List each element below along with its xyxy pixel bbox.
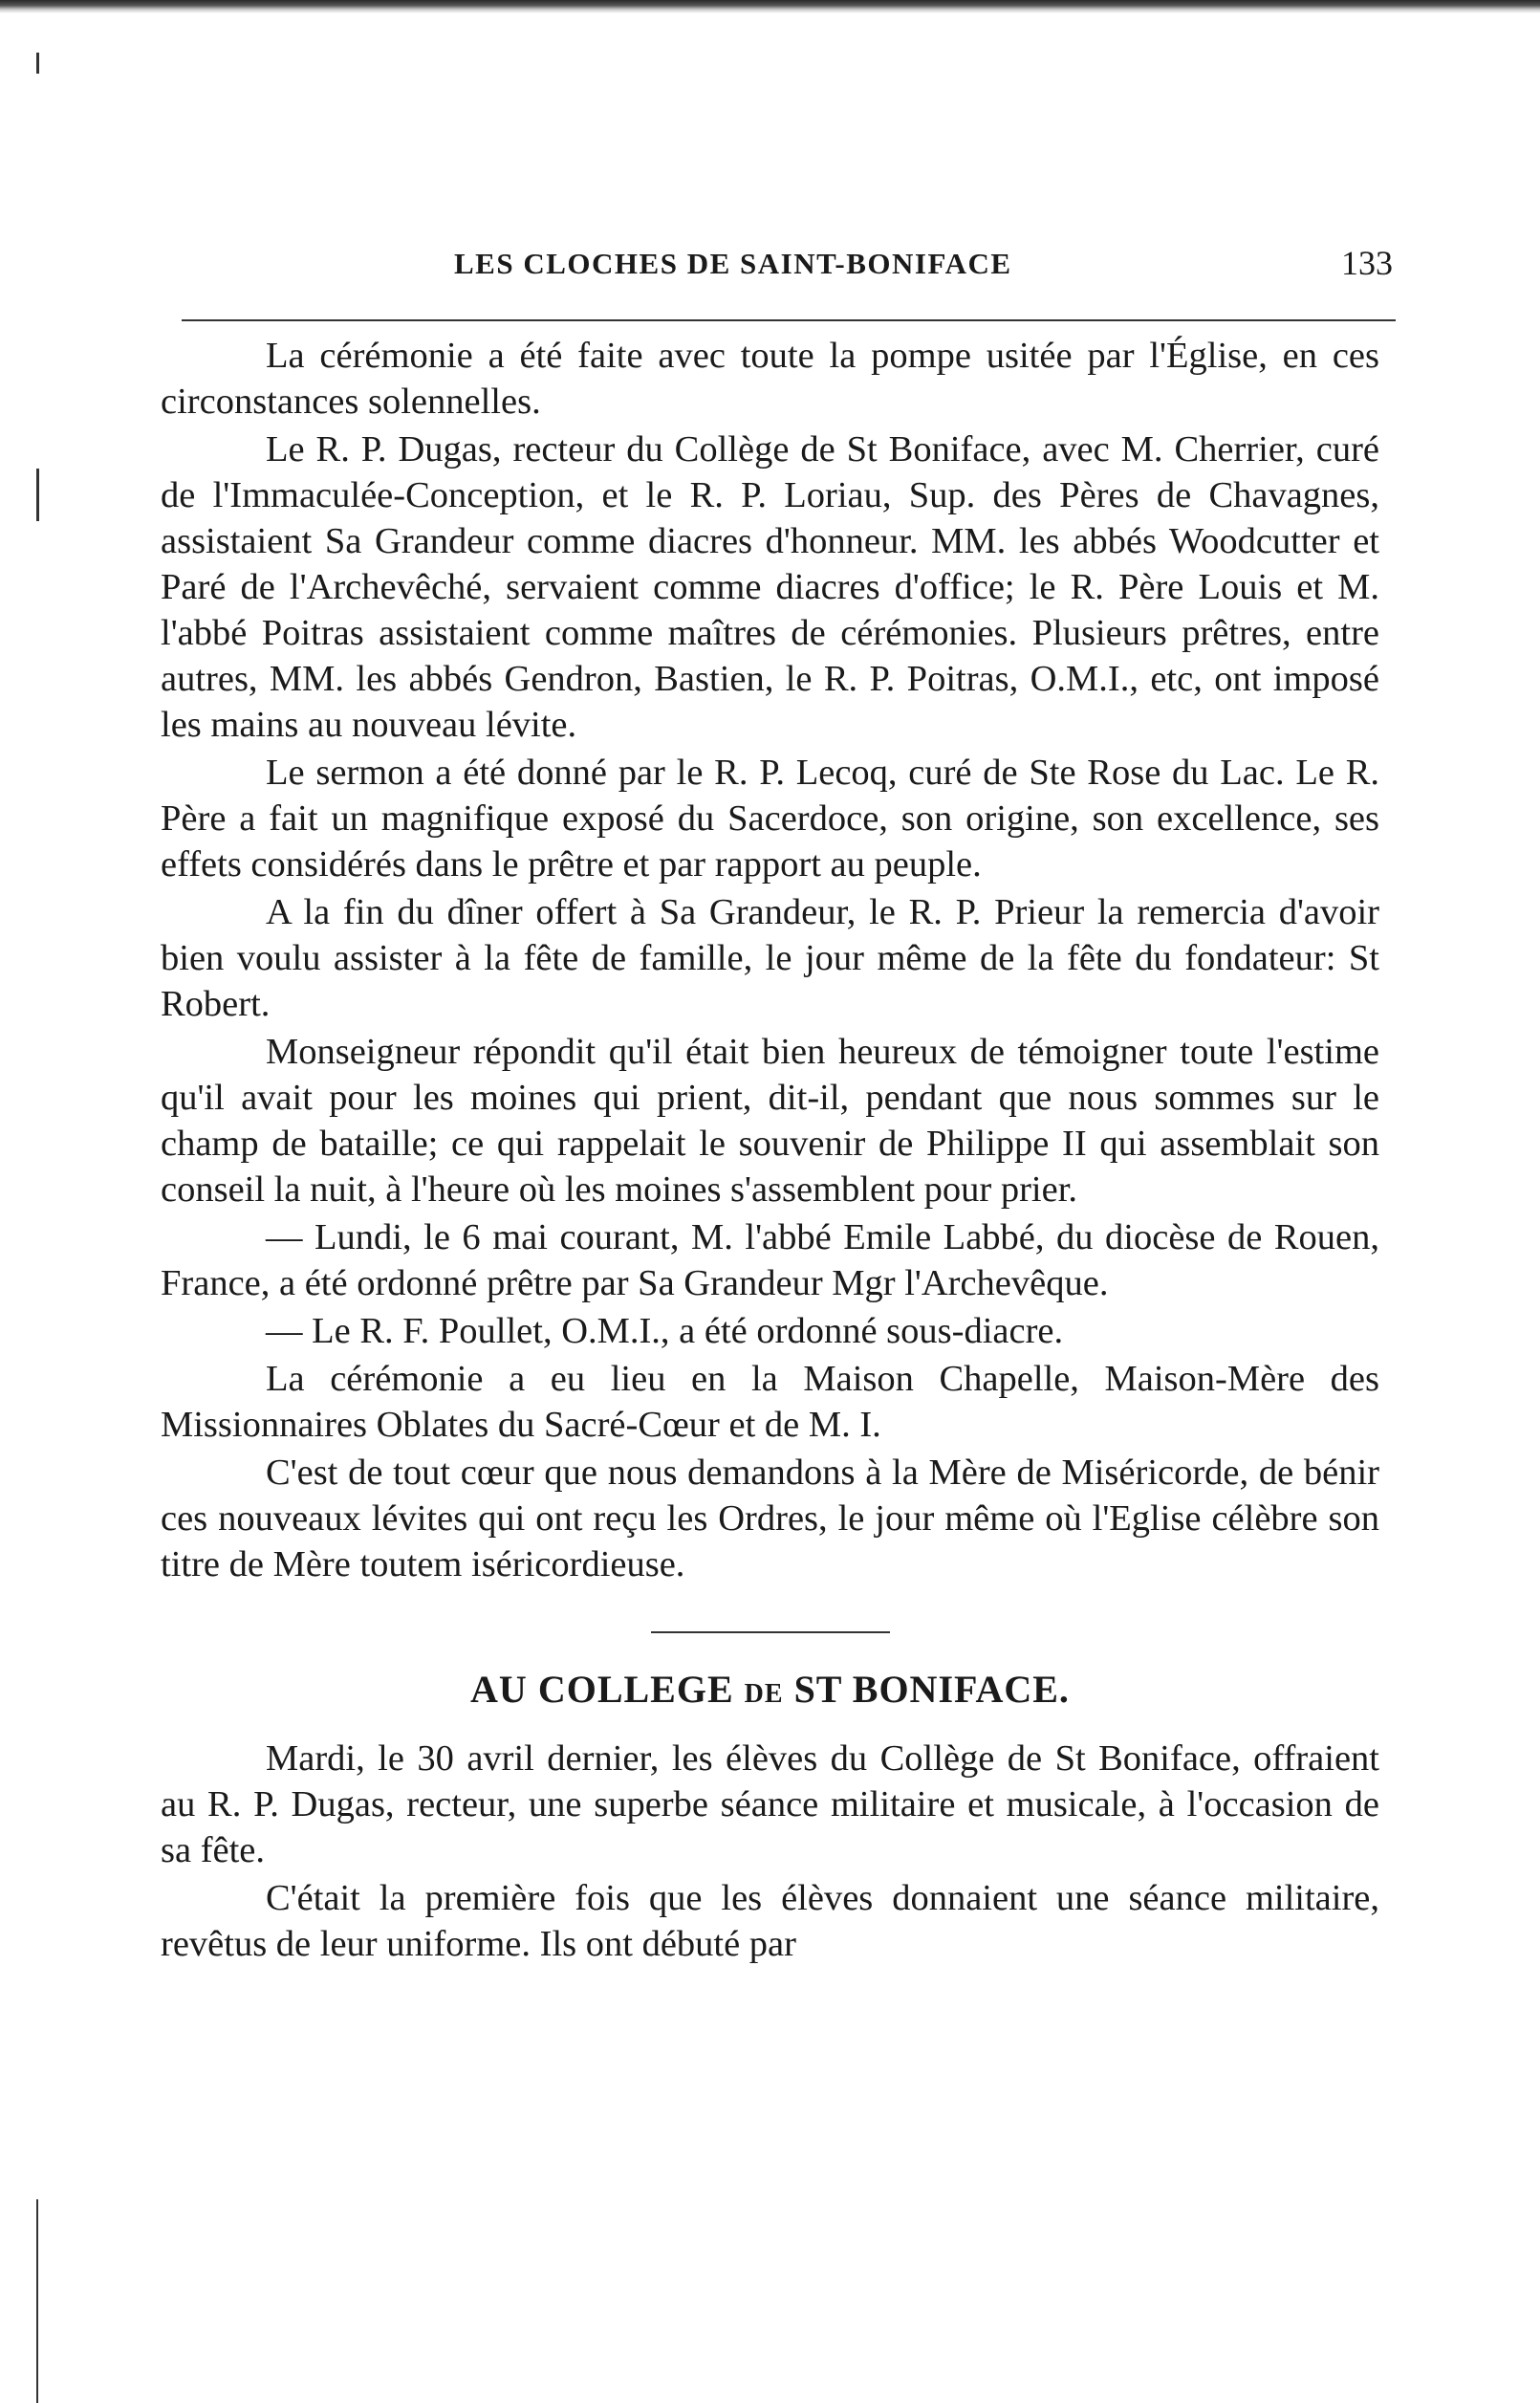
- running-title: LES CLOCHES DE SAINT-BONIFACE: [454, 247, 1012, 280]
- paragraph: Mardi, le 30 avril dernier, les élèves du Collège de St Boniface, offraient au R. P. Dugas, recteur, une superbe séance militaire et musicale, à l'occasion de sa fête.: [161, 1738, 1379, 1870]
- paragraph: La cérémonie a eu lieu en la Maison Chapelle, Maison-Mère des Missionnaires Oblates du Sacré-Cœur et de M. I.: [161, 1359, 1379, 1445]
- paragraph: Le sermon a été donné par le R. P. Lecoq, curé de Ste Rose du Lac. Le R. Père a fait un magnifique exposé du Sacerdoce, son origine, son excellence, ses effets considérés dans le prêtre et par rapport au peuple.: [161, 753, 1379, 885]
- section-divider: [651, 1631, 890, 1633]
- paragraph: La cérémonie a été faite avec toute la pompe usitée par l'Église, en ces circonstances solennelles.: [161, 336, 1379, 422]
- scan-top-edge: [0, 0, 1540, 13]
- section-heading: [161, 1666, 1379, 1718]
- paragraph: Monseigneur répondit qu'il était bien heureux de témoigner toute l'estime qu'il avait pour les moines qui prient, dit-il, pendant que nous sommes sur le champ de bataille; ce qui rappelait le souvenir de Philippe II qui assemblait son conseil la nuit, à l'heure où les moines s'assemblent pour prier.: [161, 1032, 1379, 1210]
- paragraph: — Le R. F. Poullet, O.M.I., a été ordonné sous-diacre.: [266, 1311, 1064, 1351]
- heading-part: DE: [744, 1679, 784, 1709]
- paragraph: — Lundi, le 6 mai courant, M. l'abbé Emile Labbé, du diocèse de Rouen, France, a été ordonné prêtre par Sa Grandeur Mgr l'Archevêque.: [161, 1217, 1379, 1303]
- scan-edge-mark: [36, 469, 39, 521]
- main-text: [161, 333, 1379, 1969]
- heading-part: AU COLLEGE: [470, 1668, 734, 1711]
- paragraph: Le R. P. Dugas, recteur du Collège de St Boniface, avec M. Cherrier, curé de l'Immaculée-Conception, et le R. P. Loriau, Sup. des Pères de Chavagnes, assistaient Sa Grandeur comme diacres d'honneur. MM. les abbés Woodcutter et Paré de l'Archevêché, servaient comme diacres d'office; le R. Père Louis et M. l'abbé Poitras assistaient comme maîtres de cérémonies. Plusieurs prêtres, entre autres, MM. les abbés Gendron, Bastien, le R. P. Poitras, O.M.I., etc, ont imposé les mains au nouveau lévite.: [161, 429, 1379, 745]
- page-header: [167, 239, 1400, 296]
- scan-edge-mark: [36, 2199, 38, 2403]
- paragraph: C'était la première fois que les élèves donnaient une séance militaire, revêtus de leur uniforme. Ils ont débuté par: [161, 1878, 1379, 1964]
- paragraph: A la fin du dîner offert à Sa Grandeur, le R. P. Prieur la remercia d'avoir bien voulu assister à la fête de famille, le jour même de la fête du fondateur: St Robert.: [161, 892, 1379, 1024]
- paragraph: C'est de tout cœur que nous demandons à la Mère de Miséricorde, de bénir ces nouveaux lévites qui ont reçu les Ordres, le jour même où l'Eglise célèbre son titre de Mère toutem iséricordieuse.: [161, 1453, 1379, 1584]
- heading-part: ST BONIFACE.: [793, 1668, 1070, 1711]
- page-number: 133: [1341, 244, 1393, 282]
- header-rule: [182, 319, 1396, 321]
- scan-edge-mark: [36, 53, 39, 74]
